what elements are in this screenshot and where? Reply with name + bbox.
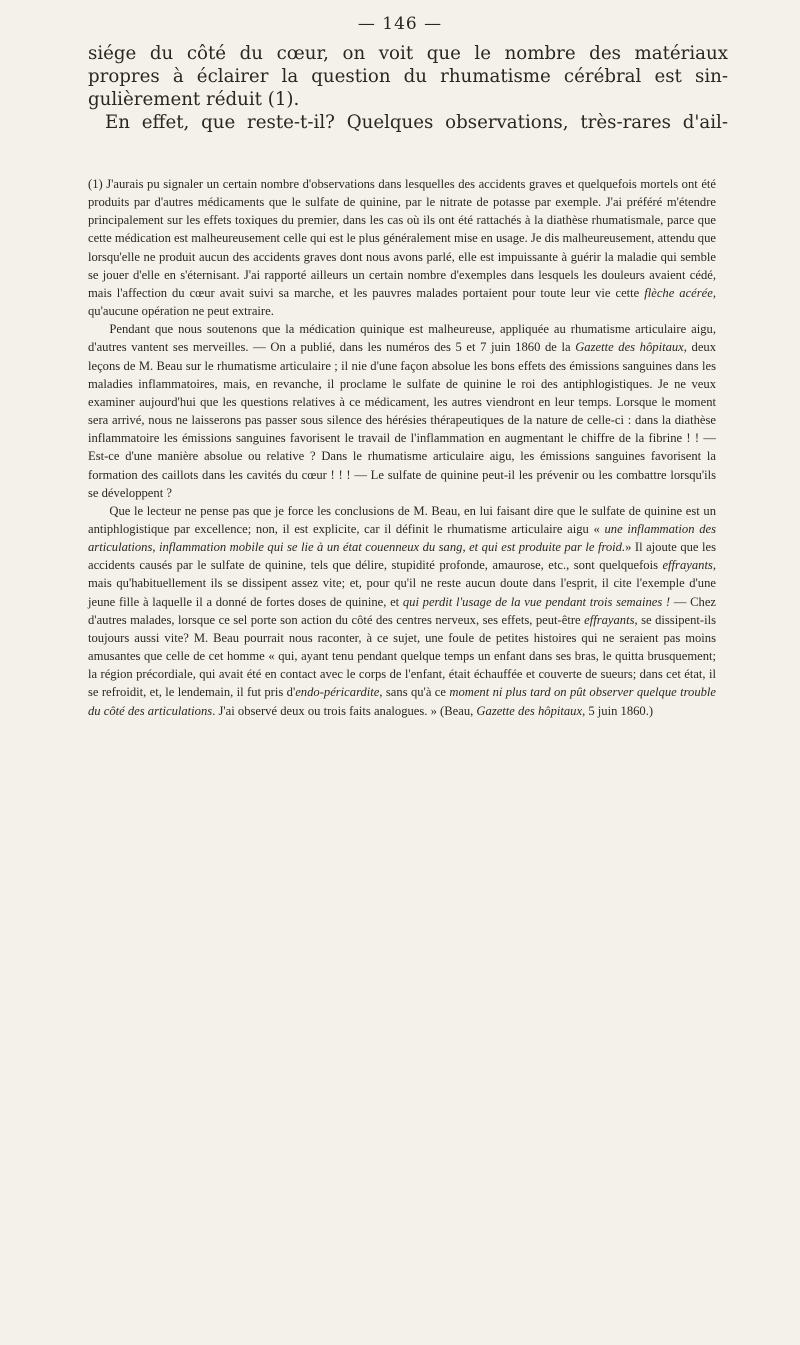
footnote-emphasis: flèche acérée (644, 285, 713, 300)
main-text-line: siége du côté du cœur, on voit que le nombre des matériaux (88, 43, 728, 64)
footnote (88, 175, 716, 720)
footnote-paragraph (88, 175, 716, 320)
footnote-text: . J'ai observé deux ou trois faits analogues. » (Beau, (212, 703, 474, 718)
footnote-emphasis: effrayants (584, 612, 635, 627)
footnote-emphasis: endo-péricardite (295, 685, 380, 700)
footnote-text: , mais qu'habituellement ils se dissipent assez vite; et, pour qu'il ne reste aucun doute dans l'esprit, il cite l'exemple d'une jeune fille à laquelle il a donné de fortes doses de quinine, et (88, 558, 716, 609)
footnote-text: , 5 juin 1860.) (582, 703, 654, 718)
footnote-text: J'aurais pu signaler un certain nombre d'observations dans lesquelles des accidents graves et quelquefois mortels ont été produits par d'autres médicaments que le sulfate de quinine, par le nitrate de potasse par exemple. J'ai préféré m'étendre principalement sur les effets toxiques du premier, dans les cas où ils ont été rattachés à la diathèse rhumatismale, parce que cette médication est malheureusement celle qui est le plus généralement mise en usage. Je dis malheureusement, attendu que lorsqu'elle ne produit aucun des accidents graves dont nous avons parlé, elle est impuissante à guérir la maladie qui semble se jouer d'elle en s'éternisant. J'ai rapporté ailleurs un certain nombre d'exemples dans lesquels les douleurs avaient cédé, mais l'affection du cœur avait suivi sa marche, et les pauvres malades portaient pour toute leur vie cette (88, 177, 716, 300)
footnote-text: , qu'aucune opération ne peut extraire. (88, 285, 716, 319)
footnote-marker: (1) (88, 177, 103, 191)
footnote-emphasis: Gazette des hôpitaux (575, 340, 684, 355)
footnote-emphasis: effrayants (662, 558, 713, 573)
main-text (88, 42, 728, 134)
page-number: — 146 — (357, 14, 443, 34)
main-text-line: propres à éclairer la question du rhumatisme cérébral est sin- (88, 66, 728, 87)
footnote-emphasis: Gazette des hôpitaux (476, 703, 583, 718)
footnote-paragraph (88, 502, 716, 720)
footnote-text: — Chez d'autres malades, lorsque ce sel porte son action du côté des centres nerveux, ses effets, peut-être (88, 594, 716, 627)
main-text-line: gulièrement réduit (1). (88, 89, 300, 110)
footnote-text: Que le lecteur ne pense pas que je force les conclusions de M. Beau, en lui faisant dire que le sulfate de quinine est un antiphlogistique par excellence; non, il est explicite, car il définit le rhumatisme articulaire aigu « (88, 503, 716, 536)
main-text-line: En effet, que reste-t-il? Quelques observations, très-rares d'ail- (105, 112, 728, 133)
footnote-text: , sans qu'à ce (379, 685, 446, 700)
footnote-emphasis: une inflammation des articulations, inflammation mobile qui se lie à un état couenneux du sang, et qui est produite par le froid. (88, 521, 716, 555)
footnote-paragraph (88, 320, 716, 502)
footnote-emphasis: moment ni plus tard on pût observer quelque trouble du côté des articulations (88, 685, 716, 718)
footnote-text: , se dissipent-ils toujours aussi vite? M. Beau pourrait nous raconter, à ce sujet, une foule de petites histoires qui ne seraient pas moins amusantes que celle de cet homme « qui, ayant tenu pendant quelque temps un enfant dans ses bras, le quitta brusquement; la région précordiale, qui avait été en contact avec le corps de l'enfant, était échauffée et couverte de sueurs; dans cet état, il se refroidit, et, le lendemain, il fut pris d' (88, 612, 716, 700)
footnote-text: » Il ajoute que les accidents causés par le sulfate de quinine, tels que délire, stupidité profonde, amaurose, etc., sont quelquefois (88, 540, 716, 573)
footnote-text: Pendant que nous soutenons que la médication quinique est malheureuse, appliquée au rhumatisme articulaire aigu, d'autres vantent ses merveilles. — On a publié, dans les numéros des 5 et 7 juin 1860 de la (88, 322, 716, 355)
footnote-text: , deux leçons de M. Beau sur le rhumatisme articulaire ; il nie d'une façon absolue les bons effets des émissions sanguines dans les maladies inflammatoires, mais, en revanche, il proclame le sulfate de quinine le roi des antiphlogistiques. Je ne veux examiner aujourd'hui que les questions relatives à ce médicament, les autres viendront en leur temps. Lorsque le moment sera arrivé, nous ne laisserons pas passer sous silence des hérésies thérapeutiques de la nature de celle-ci : dans la diathèse inflammatoire les émissions sanguines favorisent le travail de l'inflammation en augmentant le chiffre de la fibrine ! ! — Est-ce d'une manière absolue ou relative ? Dans le rhumatisme articulaire aigu, les émissions sanguines favorisent la formation des caillots dans les cavités du cœur ! ! ! — Le sulfate de quinine peut-il les prévenir ou les combattre lorsqu'ils se développent ? (88, 340, 717, 500)
footnote-emphasis: qui perdit l'usage de la vue pendant trois semaines ! (402, 594, 671, 609)
